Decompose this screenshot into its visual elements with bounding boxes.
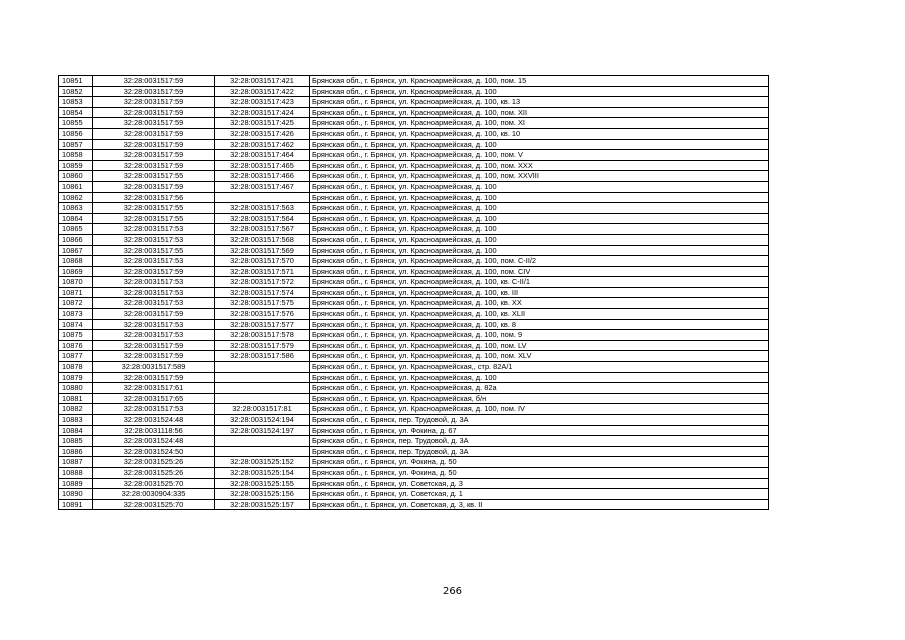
object-number-cell: 32:28:0031525:157	[215, 499, 310, 510]
quarter-number-cell: 32:28:0031517:59	[93, 340, 215, 351]
object-number-cell: 32:28:0031517:563	[215, 203, 310, 214]
quarter-number-cell: 32:28:0031517:55	[93, 203, 215, 214]
address-cell: Брянская обл., г. Брянск, ул. Советская, д. 1	[310, 489, 769, 500]
object-number-cell: 32:28:0031525:155	[215, 478, 310, 489]
table-row	[59, 309, 769, 320]
table-row	[59, 160, 769, 171]
row-number-cell: 10862	[59, 192, 93, 203]
quarter-number-cell: 32:28:0031517:55	[93, 171, 215, 182]
address-cell: Брянская обл., г. Брянск, ул. Красноармейская, д. 100, кв. XX	[310, 298, 769, 309]
address-cell: Брянская обл., г. Брянск, ул. Красноармейская, д. 100, кв. 13	[310, 97, 769, 108]
row-number-cell: 10864	[59, 213, 93, 224]
address-cell: Брянская обл., г. Брянск, ул. Красноармейская, д. 100, пом. С-II/2	[310, 256, 769, 267]
quarter-number-cell: 32:28:0031517:59	[93, 76, 215, 87]
object-number-cell	[215, 446, 310, 457]
table-row	[59, 277, 769, 288]
table-row	[59, 266, 769, 277]
address-cell: Брянская обл., г. Брянск, ул. Красноармейская, д. 100, пом. XII	[310, 107, 769, 118]
table-row	[59, 118, 769, 129]
address-cell: Брянская обл., г. Брянск, ул. Красноармейская, д. 100, пом. IV	[310, 404, 769, 415]
row-number-cell: 10885	[59, 436, 93, 447]
object-number-cell: 32:28:0031517:586	[215, 351, 310, 362]
row-number-cell: 10868	[59, 256, 93, 267]
row-number-cell: 10861	[59, 181, 93, 192]
object-number-cell: 32:28:0031517:569	[215, 245, 310, 256]
quarter-number-cell: 32:28:0031517:53	[93, 277, 215, 288]
object-number-cell: 32:28:0031525:156	[215, 489, 310, 500]
object-number-cell	[215, 362, 310, 373]
quarter-number-cell: 32:28:0031517:53	[93, 404, 215, 415]
object-number-cell: 32:28:0031517:465	[215, 160, 310, 171]
quarter-number-cell: 32:28:0031517:53	[93, 298, 215, 309]
address-cell: Брянская обл., г. Брянск, ул. Красноармейская, д. 100	[310, 192, 769, 203]
table-row	[59, 171, 769, 182]
row-number-cell: 10880	[59, 383, 93, 394]
quarter-number-cell: 32:28:0031517:61	[93, 383, 215, 394]
row-number-cell: 10854	[59, 107, 93, 118]
table-row	[59, 446, 769, 457]
object-number-cell: 32:28:0031517:576	[215, 309, 310, 320]
object-number-cell: 32:28:0031517:424	[215, 107, 310, 118]
table-row	[59, 107, 769, 118]
quarter-number-cell: 32:28:0031517:65	[93, 393, 215, 404]
quarter-number-cell: 32:28:0031517:59	[93, 372, 215, 383]
quarter-number-cell: 32:28:0031517:55	[93, 213, 215, 224]
address-cell: Брянская обл., г. Брянск, ул. Советская, д. 3	[310, 478, 769, 489]
table-row	[59, 467, 769, 478]
quarter-number-cell: 32:28:0031517:59	[93, 118, 215, 129]
address-cell: Брянская обл., г. Брянск, ул. Красноармейская, д. 100	[310, 245, 769, 256]
table-row	[59, 499, 769, 510]
table-row	[59, 457, 769, 468]
address-cell: Брянская обл., г. Брянск, ул. Красноармейская, д. 100, пом. XXX	[310, 160, 769, 171]
table-row	[59, 362, 769, 373]
object-number-cell: 32:28:0031517:577	[215, 319, 310, 330]
table-row	[59, 224, 769, 235]
table-row	[59, 372, 769, 383]
object-number-cell	[215, 192, 310, 203]
row-number-cell: 10866	[59, 234, 93, 245]
object-number-cell: 32:28:0031517:578	[215, 330, 310, 341]
table-row	[59, 404, 769, 415]
table-row	[59, 393, 769, 404]
address-cell: Брянская обл., г. Брянск, ул. Красноармейская, д. 82а	[310, 383, 769, 394]
address-cell: Брянская обл., г. Брянск, ул. Красноармейская, д. 100, пом. 9	[310, 330, 769, 341]
row-number-cell: 10891	[59, 499, 93, 510]
object-number-cell: 32:28:0031517:579	[215, 340, 310, 351]
quarter-number-cell: 32:28:0031517:53	[93, 330, 215, 341]
quarter-number-cell: 32:28:0031525:26	[93, 467, 215, 478]
row-number-cell: 10858	[59, 150, 93, 161]
object-number-cell: 32:28:0031525:154	[215, 467, 310, 478]
address-cell: Брянская обл., г. Брянск, ул. Красноармейская, д. 100	[310, 203, 769, 214]
object-number-cell: 32:28:0031517:426	[215, 128, 310, 139]
object-number-cell: 32:28:0031517:574	[215, 287, 310, 298]
object-number-cell: 32:28:0031517:568	[215, 234, 310, 245]
object-number-cell: 32:28:0031517:423	[215, 97, 310, 108]
quarter-number-cell: 32:28:0031517:59	[93, 181, 215, 192]
row-number-cell: 10878	[59, 362, 93, 373]
object-number-cell	[215, 393, 310, 404]
address-cell: Брянская обл., г. Брянск, ул. Красноармейская, д. 100, кв. 10	[310, 128, 769, 139]
row-number-cell: 10882	[59, 404, 93, 415]
object-number-cell: 32:28:0031517:466	[215, 171, 310, 182]
table-row	[59, 139, 769, 150]
row-number-cell: 10852	[59, 86, 93, 97]
row-number-cell: 10867	[59, 245, 93, 256]
address-cell: Брянская обл., г. Брянск, пер. Трудовой, д. 3А	[310, 415, 769, 426]
quarter-number-cell: 32:28:0030904:335	[93, 489, 215, 500]
object-number-cell: 32:28:0031517:570	[215, 256, 310, 267]
cadastral-table-body	[59, 76, 769, 510]
address-cell: Брянская обл., г. Брянск, ул. Красноармейская, д. 100, пом. 15	[310, 76, 769, 87]
quarter-number-cell: 32:28:0031525:70	[93, 478, 215, 489]
table-row	[59, 234, 769, 245]
quarter-number-cell: 32:28:0031517:53	[93, 319, 215, 330]
table-row	[59, 97, 769, 108]
quarter-number-cell: 32:28:0031517:53	[93, 256, 215, 267]
address-cell: Брянская обл., г. Брянск, ул. Красноармейская,, стр. 82А/1	[310, 362, 769, 373]
row-number-cell: 10889	[59, 478, 93, 489]
object-number-cell: 32:28:0031517:425	[215, 118, 310, 129]
row-number-cell: 10874	[59, 319, 93, 330]
row-number-cell: 10877	[59, 351, 93, 362]
object-number-cell: 32:28:0031524:194	[215, 415, 310, 426]
object-number-cell: 32:28:0031517:81	[215, 404, 310, 415]
address-cell: Брянская обл., г. Брянск, ул. Красноармейская, д. 100, кв. XLII	[310, 309, 769, 320]
object-number-cell: 32:28:0031517:564	[215, 213, 310, 224]
table-row	[59, 76, 769, 87]
page-number: 266	[442, 586, 463, 597]
quarter-number-cell: 32:28:0031517:59	[93, 150, 215, 161]
table-row	[59, 330, 769, 341]
table-row	[59, 489, 769, 500]
quarter-number-cell: 32:28:0031517:53	[93, 224, 215, 235]
quarter-number-cell: 32:28:0031517:55	[93, 245, 215, 256]
row-number-cell: 10851	[59, 76, 93, 87]
table-row	[59, 478, 769, 489]
table-row	[59, 203, 769, 214]
row-number-cell: 10863	[59, 203, 93, 214]
quarter-number-cell: 32:28:0031517:59	[93, 160, 215, 171]
quarter-number-cell: 32:28:0031517:53	[93, 234, 215, 245]
quarter-number-cell: 32:28:0031517:59	[93, 266, 215, 277]
row-number-cell: 10886	[59, 446, 93, 457]
row-number-cell: 10873	[59, 309, 93, 320]
address-cell: Брянская обл., г. Брянск, ул. Красноармейская, д. 100	[310, 213, 769, 224]
row-number-cell: 10890	[59, 489, 93, 500]
table-row	[59, 128, 769, 139]
row-number-cell: 10860	[59, 171, 93, 182]
object-number-cell: 32:28:0031517:571	[215, 266, 310, 277]
table-row	[59, 245, 769, 256]
table-row	[59, 150, 769, 161]
address-cell: Брянская обл., г. Брянск, ул. Красноармейская, д. 100	[310, 86, 769, 97]
row-number-cell: 10875	[59, 330, 93, 341]
address-cell: Брянская обл., г. Брянск, ул. Красноармейская, д. 100, пом. XI	[310, 118, 769, 129]
quarter-number-cell: 32:28:0031517:59	[93, 309, 215, 320]
row-number-cell: 10883	[59, 415, 93, 426]
row-number-cell: 10876	[59, 340, 93, 351]
quarter-number-cell: 32:28:0031524:48	[93, 415, 215, 426]
table-row	[59, 351, 769, 362]
table-row	[59, 86, 769, 97]
table-row	[59, 213, 769, 224]
row-number-cell: 10870	[59, 277, 93, 288]
object-number-cell: 32:28:0031517:467	[215, 181, 310, 192]
address-cell: Брянская обл., г. Брянск, ул. Красноармейская, д. 100	[310, 224, 769, 235]
object-number-cell: 32:28:0031517:462	[215, 139, 310, 150]
address-cell: Брянская обл., г. Брянск, ул. Красноармейская, д. 100	[310, 372, 769, 383]
quarter-number-cell: 32:28:0031517:59	[93, 97, 215, 108]
table-row	[59, 383, 769, 394]
quarter-number-cell: 32:28:0031524:48	[93, 436, 215, 447]
table-row	[59, 298, 769, 309]
address-cell: Брянская обл., г. Брянск, ул. Красноармейская, д. 100, пом. XXVIII	[310, 171, 769, 182]
object-number-cell	[215, 372, 310, 383]
object-number-cell: 32:28:0031524:197	[215, 425, 310, 436]
quarter-number-cell: 32:28:0031517:56	[93, 192, 215, 203]
quarter-number-cell: 32:28:0031517:59	[93, 86, 215, 97]
address-cell: Брянская обл., г. Брянск, ул. Красноармейская, д. 100, пом. XLV	[310, 351, 769, 362]
table-row	[59, 256, 769, 267]
table-row	[59, 192, 769, 203]
row-number-cell: 10856	[59, 128, 93, 139]
row-number-cell: 10857	[59, 139, 93, 150]
quarter-number-cell: 32:28:0031517:59	[93, 107, 215, 118]
address-cell: Брянская обл., г. Брянск, ул. Красноармейская, д. 100	[310, 181, 769, 192]
address-cell: Брянская обл., г. Брянск, ул. Фокина, д. 50	[310, 457, 769, 468]
address-cell: Брянская обл., г. Брянск, ул. Красноармейская, б/н	[310, 393, 769, 404]
address-cell: Брянская обл., г. Брянск, ул. Красноармейская, д. 100, кв. 8	[310, 319, 769, 330]
table-row	[59, 340, 769, 351]
address-cell: Брянская обл., г. Брянск, ул. Фокина, д. 67	[310, 425, 769, 436]
object-number-cell: 32:28:0031517:422	[215, 86, 310, 97]
quarter-number-cell: 32:28:0031524:50	[93, 446, 215, 457]
quarter-number-cell: 32:28:0031525:70	[93, 499, 215, 510]
row-number-cell: 10879	[59, 372, 93, 383]
row-number-cell: 10872	[59, 298, 93, 309]
object-number-cell: 32:28:0031525:152	[215, 457, 310, 468]
quarter-number-cell: 32:28:0031517:59	[93, 351, 215, 362]
address-cell: Брянская обл., г. Брянск, ул. Красноармейская, д. 100	[310, 234, 769, 245]
table-row	[59, 319, 769, 330]
row-number-cell: 10881	[59, 393, 93, 404]
object-number-cell: 32:28:0031517:572	[215, 277, 310, 288]
quarter-number-cell: 32:28:0031118:56	[93, 425, 215, 436]
object-number-cell: 32:28:0031517:575	[215, 298, 310, 309]
object-number-cell: 32:28:0031517:464	[215, 150, 310, 161]
quarter-number-cell: 32:28:0031525:26	[93, 457, 215, 468]
object-number-cell	[215, 383, 310, 394]
table-row	[59, 436, 769, 447]
row-number-cell: 10859	[59, 160, 93, 171]
object-number-cell	[215, 436, 310, 447]
quarter-number-cell: 32:28:0031517:589	[93, 362, 215, 373]
row-number-cell: 10884	[59, 425, 93, 436]
row-number-cell: 10855	[59, 118, 93, 129]
row-number-cell: 10887	[59, 457, 93, 468]
table-row	[59, 415, 769, 426]
row-number-cell: 10869	[59, 266, 93, 277]
address-cell: Брянская обл., г. Брянск, ул. Красноармейская, д. 100, пом. LV	[310, 340, 769, 351]
address-cell: Брянская обл., г. Брянск, ул. Красноармейская, д. 100	[310, 139, 769, 150]
object-number-cell: 32:28:0031517:421	[215, 76, 310, 87]
quarter-number-cell: 32:28:0031517:53	[93, 287, 215, 298]
object-number-cell: 32:28:0031517:567	[215, 224, 310, 235]
quarter-number-cell: 32:28:0031517:59	[93, 139, 215, 150]
table-row	[59, 425, 769, 436]
address-cell: Брянская обл., г. Брянск, ул. Красноармейская, д. 100, пом. CIV	[310, 266, 769, 277]
row-number-cell: 10888	[59, 467, 93, 478]
address-cell: Брянская обл., г. Брянск, ул. Красноармейская, д. 100, пом. V	[310, 150, 769, 161]
quarter-number-cell: 32:28:0031517:59	[93, 128, 215, 139]
row-number-cell: 10865	[59, 224, 93, 235]
address-cell: Брянская обл., г. Брянск, ул. Фокина, д. 50	[310, 467, 769, 478]
row-number-cell: 10871	[59, 287, 93, 298]
address-cell: Брянская обл., г. Брянск, ул. Советская, д. 3, кв. II	[310, 499, 769, 510]
table-row	[59, 181, 769, 192]
row-number-cell: 10853	[59, 97, 93, 108]
address-cell: Брянская обл., г. Брянск, ул. Красноармейская, д. 100, кв. III	[310, 287, 769, 298]
cadastral-table	[58, 75, 769, 510]
table-row	[59, 287, 769, 298]
address-cell: Брянская обл., г. Брянск, ул. Красноармейская, д. 100, кв. С-II/1	[310, 277, 769, 288]
address-cell: Брянская обл., г. Брянск, пер. Трудовой, д. 3А	[310, 446, 769, 457]
address-cell: Брянская обл., г. Брянск, пер. Трудовой, д. 3А	[310, 436, 769, 447]
